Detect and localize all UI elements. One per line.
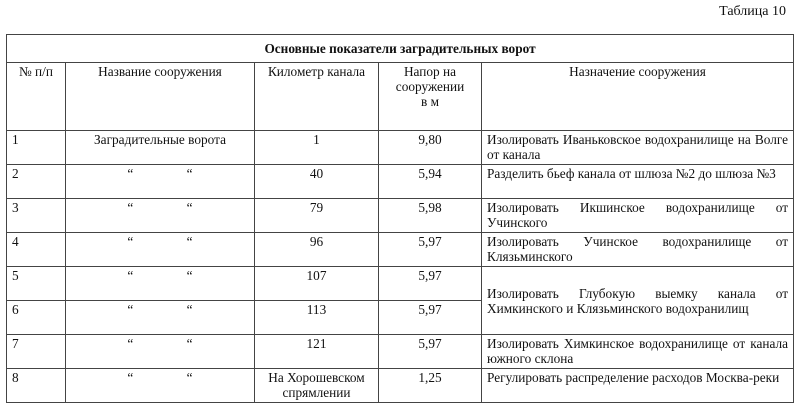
cell-name: “ “: [66, 267, 255, 301]
cell-head: 5,97: [379, 233, 482, 267]
cell-head: 9,80: [379, 131, 482, 165]
cell-km: 113: [255, 301, 379, 335]
table-row: [7, 165, 794, 199]
header-head-line2: сооружении: [395, 79, 465, 94]
table-row: [7, 369, 794, 403]
cell-purpose: Изолировать Глубокую выемку канала от Химкинского и Клязьминского водохранилищ: [482, 267, 794, 335]
table-row: [7, 199, 794, 233]
cell-num: 5: [7, 267, 66, 301]
cell-head: 5,94: [379, 165, 482, 199]
cell-km: 96: [255, 233, 379, 267]
cell-head: 1,25: [379, 369, 482, 403]
table-row: [7, 335, 794, 369]
cell-km: 40: [255, 165, 379, 199]
header-row: [7, 63, 794, 131]
cell-km: 121: [255, 335, 379, 369]
cell-num: 6: [7, 301, 66, 335]
table-caption: Таблица 10: [719, 4, 786, 19]
cell-num: 2: [7, 165, 66, 199]
cell-km: На Хорошевском спрямлении: [255, 369, 379, 403]
table-row: [7, 267, 794, 301]
header-head-line1: Напор на: [403, 64, 457, 79]
cell-head: 5,98: [379, 199, 482, 233]
cell-name: Заградительные ворота: [66, 131, 255, 165]
cell-num: 8: [7, 369, 66, 403]
cell-purpose: Разделить бьеф канала от шлюза №2 до шлюза №3: [482, 165, 794, 199]
table-title: Основные показатели заградительных ворот: [7, 35, 794, 63]
cell-km: 107: [255, 267, 379, 301]
cell-name: “ “: [66, 199, 255, 233]
cell-name: “ “: [66, 335, 255, 369]
header-head-line3: в м: [420, 94, 440, 109]
cell-name: “ “: [66, 165, 255, 199]
cell-purpose: Регулировать распределение расходов Москва-реки: [482, 369, 794, 403]
table-row: [7, 233, 794, 267]
cell-num: 4: [7, 233, 66, 267]
cell-num: 1: [7, 131, 66, 165]
table-title-row: [7, 35, 794, 63]
cell-head: 5,97: [379, 301, 482, 335]
cell-purpose: Изолировать Иваньковское водохранилище на Волге от канала: [482, 131, 794, 165]
cell-purpose: Изолировать Учинское водохранилище от Клязьминского: [482, 233, 794, 267]
cell-num: 7: [7, 335, 66, 369]
cell-name: “ “: [66, 301, 255, 335]
header-purpose: Назначение сооружения: [482, 63, 794, 131]
table-row: [7, 131, 794, 165]
header-head: [379, 63, 482, 131]
cell-km: 1: [255, 131, 379, 165]
gates-table: [6, 34, 794, 403]
cell-num: 3: [7, 199, 66, 233]
cell-head: 5,97: [379, 267, 482, 301]
header-num: № п/п: [7, 63, 66, 131]
cell-name: “ “: [66, 369, 255, 403]
cell-purpose: Изолировать Химкинское водохранилище от канала южного склона: [482, 335, 794, 369]
cell-name: “ “: [66, 233, 255, 267]
cell-purpose: Изолировать Икшинское водохранилище от Учинского: [482, 199, 794, 233]
header-km: Километр канала: [255, 63, 379, 131]
cell-km: 79: [255, 199, 379, 233]
header-name: Название сооружения: [66, 63, 255, 131]
cell-head: 5,97: [379, 335, 482, 369]
